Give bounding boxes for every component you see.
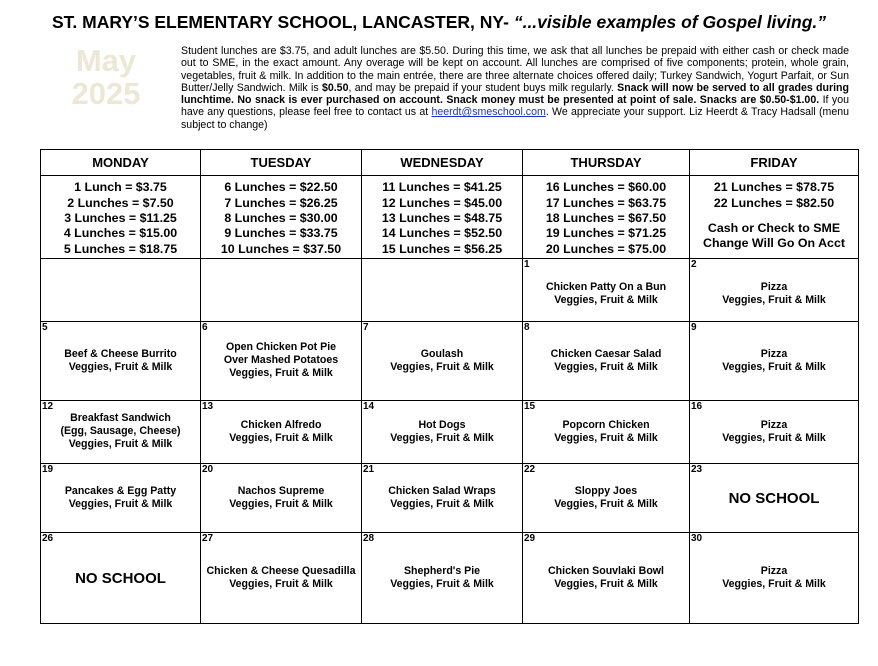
empty-day-cell — [201, 258, 362, 321]
menu-item: Pizza — [760, 347, 788, 360]
empty-day-cell — [362, 258, 523, 321]
price-line: 4 Lunches = $15.00 — [63, 226, 178, 241]
price-cell — [41, 176, 201, 259]
contact-email-link[interactable]: heerdt@smeschool.com — [431, 106, 546, 119]
price-line: 21 Lunches = $78.75 — [713, 180, 835, 195]
page-header — [0, 12, 878, 33]
date-number: 2 — [691, 258, 697, 270]
day-cell — [362, 400, 523, 463]
empty-day-cell — [41, 258, 201, 321]
weekday-header: TUESDAY — [201, 150, 362, 176]
price-cell — [362, 176, 523, 259]
intro-text-4: . We appreciate your support. Liz Heerdt & Tracy Hadsall (menu subject to change) — [181, 106, 849, 131]
week-row — [41, 322, 859, 400]
sides-text: Veggies, Fruit & Milk — [554, 293, 658, 306]
day-cell — [690, 258, 859, 321]
menu-item: Sloppy Joes — [574, 485, 638, 498]
sides-text: Veggies, Fruit & Milk — [390, 578, 494, 591]
day-cell — [201, 533, 362, 624]
menu-item: Pizza — [760, 565, 788, 578]
day-cell — [690, 463, 859, 532]
no-school-label: NO SCHOOL — [75, 569, 166, 587]
date-number: 8 — [524, 322, 530, 334]
menu-item: Nachos Supreme — [237, 485, 325, 498]
day-cell — [690, 322, 859, 400]
day-cell — [690, 533, 859, 624]
sides-text: Veggies, Fruit & Milk — [68, 360, 173, 373]
day-cell — [201, 400, 362, 463]
price-line: 15 Lunches = $56.25 — [381, 241, 503, 256]
menu-item: Pizza — [760, 280, 788, 293]
weekday-header: FRIDAY — [690, 150, 859, 176]
menu-item: Shepherd's Pie — [403, 565, 481, 578]
intro-text-2: , and may be prepaid if your student buys milk regularly. — [348, 81, 614, 94]
sides-text: Veggies, Fruit & Milk — [68, 498, 173, 511]
no-school-label: NO SCHOOL — [728, 489, 820, 507]
weekday-header-row — [41, 150, 859, 176]
price-line: 17 Lunches = $63.75 — [545, 195, 667, 210]
intro-text-3: If you have any questions, please feel free to contact us at — [181, 94, 849, 119]
day-cell — [362, 463, 523, 532]
price-line: 6 Lunches = $22.50 — [224, 180, 338, 195]
price-line: 5 Lunches = $18.75 — [63, 241, 178, 256]
price-line: 14 Lunches = $52.50 — [381, 226, 503, 241]
date-number: 27 — [202, 533, 214, 545]
menu-item: Popcorn Chicken — [562, 418, 650, 431]
month-year: 2025 — [71, 76, 141, 111]
price-line: 7 Lunches = $26.25 — [224, 195, 338, 210]
date-number: 30 — [691, 533, 703, 545]
menu-item: Pancakes & Egg Patty — [64, 485, 177, 498]
sides-text: Veggies, Fruit & Milk — [722, 360, 826, 373]
menu-item: Pizza — [760, 418, 788, 431]
sides-text: Veggies, Fruit & Milk — [390, 360, 494, 373]
price-line: 3 Lunches = $11.25 — [64, 210, 177, 225]
day-cell — [201, 322, 362, 400]
sides-text: Veggies, Fruit & Milk — [68, 438, 173, 451]
day-cell — [523, 322, 690, 400]
menu-item: Goulash — [420, 347, 464, 360]
sides-text: Veggies, Fruit & Milk — [554, 431, 658, 444]
menu-item: Over Mashed Potatoes — [223, 354, 339, 367]
day-cell — [523, 463, 690, 532]
day-cell — [523, 258, 690, 321]
sides-text: Veggies, Fruit & Milk — [390, 431, 494, 444]
menu-item: Chicken & Cheese Quesadilla — [206, 565, 356, 578]
week-row — [41, 463, 859, 532]
sides-text: Veggies, Fruit & Milk — [554, 498, 658, 511]
date-number: 1 — [524, 258, 530, 270]
menu-item: (Egg, Sausage, Cheese) — [60, 425, 181, 438]
menu-item: Beef & Cheese Burrito — [64, 347, 177, 360]
week-row — [41, 533, 859, 624]
sides-text: Veggies, Fruit & Milk — [554, 360, 658, 373]
date-number: 22 — [524, 463, 536, 475]
price-line: 22 Lunches = $82.50 — [713, 195, 835, 210]
date-number: 14 — [363, 400, 375, 412]
week-row — [41, 258, 859, 321]
weekday-header: THURSDAY — [523, 150, 690, 176]
day-cell — [362, 322, 523, 400]
school-motto: “...visible examples of Gospel living.” — [513, 12, 827, 32]
school-title: ST. MARY’S ELEMENTARY SCHOOL, LANCASTER, NY- — [51, 12, 509, 32]
date-number: 16 — [691, 400, 703, 412]
menu-item: Chicken Salad Wraps — [388, 485, 496, 498]
date-number: 13 — [202, 400, 214, 412]
price-line: 19 Lunches = $71.25 — [545, 226, 667, 241]
price-line: 10 Lunches = $37.50 — [220, 241, 342, 256]
date-number: 23 — [691, 463, 703, 475]
milk-price: $0.50 — [321, 81, 349, 94]
day-cell — [523, 533, 690, 624]
date-number: 9 — [691, 322, 697, 334]
day-cell — [201, 463, 362, 532]
day-cell — [41, 400, 201, 463]
day-cell — [690, 400, 859, 463]
menu-item: Hot Dogs — [418, 418, 466, 431]
date-number: 5 — [42, 322, 48, 334]
price-line: 20 Lunches = $75.00 — [545, 241, 667, 256]
date-number: 29 — [524, 533, 536, 545]
date-number: 7 — [363, 322, 369, 334]
price-line: 12 Lunches = $45.00 — [381, 195, 503, 210]
sides-text: Veggies, Fruit & Milk — [722, 431, 826, 444]
sides-text: Veggies, Fruit & Milk — [390, 498, 494, 511]
intro-paragraph — [181, 45, 849, 131]
day-cell — [362, 533, 523, 624]
sides-text: Veggies, Fruit & Milk — [229, 367, 333, 380]
date-number: 19 — [42, 463, 54, 475]
day-cell — [41, 463, 201, 532]
price-cell — [523, 176, 690, 259]
price-cell — [690, 176, 859, 259]
date-number: 26 — [42, 533, 54, 545]
month-name: May — [75, 43, 137, 78]
sides-text: Veggies, Fruit & Milk — [229, 498, 333, 511]
weekday-header: MONDAY — [41, 150, 201, 176]
sides-text: Veggies, Fruit & Milk — [722, 578, 826, 591]
menu-item: Chicken Souvlaki Bowl — [548, 565, 664, 578]
price-line: 13 Lunches = $48.75 — [381, 210, 503, 225]
date-number: 15 — [524, 400, 536, 412]
sides-text: Veggies, Fruit & Milk — [229, 578, 333, 591]
date-number: 28 — [363, 533, 375, 545]
price-line: 1 Lunch = $3.75 — [74, 180, 167, 195]
menu-item: Breakfast Sandwich — [70, 412, 171, 425]
price-line: 9 Lunches = $33.75 — [224, 226, 338, 241]
day-cell — [41, 322, 201, 400]
intro-text-1: Student lunches are $3.75, and adult lunches are $5.50. During this time, we ask that all lunches be prepaid with either cash or check made out to SME, in the exact amount. Any overage will be kept on account. All lunches are comprised of five components; protein, whole grain, vegetables, fruit & milk. In addition to the main entrée, there are three alternate choices offered daily; Turkey Sandwich, Yogurt Parfait, or Sun Butter/Jelly Sandwich. Milk is — [181, 45, 849, 94]
price-line: 18 Lunches = $67.50 — [545, 210, 667, 225]
price-line: 2 Lunches = $7.50 — [67, 195, 174, 210]
price-line: 8 Lunches = $30.00 — [224, 210, 338, 225]
menu-item: Chicken Patty On a Bun — [545, 280, 667, 293]
day-cell — [41, 533, 201, 624]
month-watermark — [62, 44, 150, 110]
sides-text: Veggies, Fruit & Milk — [229, 431, 333, 444]
day-cell — [523, 400, 690, 463]
weekday-header: WEDNESDAY — [362, 150, 523, 176]
sides-text: Veggies, Fruit & Milk — [554, 578, 658, 591]
price-cell — [201, 176, 362, 259]
week-row — [41, 400, 859, 463]
snack-notice: Snack will now be served to all grades during lunchtime. No snack is ever purchased on account. Snack money must be presented at point of sale. Snacks are $0.50-$1.00. — [181, 81, 849, 107]
price-line: 16 Lunches = $60.00 — [545, 180, 667, 195]
menu-item: Chicken Alfredo — [240, 418, 322, 431]
payment-note-line: Change Will Go On Acct — [703, 236, 845, 251]
payment-note — [690, 221, 858, 252]
sides-text: Veggies, Fruit & Milk — [722, 293, 826, 306]
date-number: 20 — [202, 463, 214, 475]
date-number: 6 — [202, 322, 208, 334]
date-number: 12 — [42, 400, 54, 412]
menu-item: Open Chicken Pot Pie — [225, 341, 337, 354]
payment-note-line: Cash or Check to SME — [707, 220, 841, 235]
lunch-calendar — [40, 149, 859, 624]
price-row — [41, 176, 859, 259]
menu-item: Chicken Caesar Salad — [550, 347, 662, 360]
date-number: 21 — [363, 463, 375, 475]
price-line: 11 Lunches = $41.25 — [382, 180, 502, 195]
